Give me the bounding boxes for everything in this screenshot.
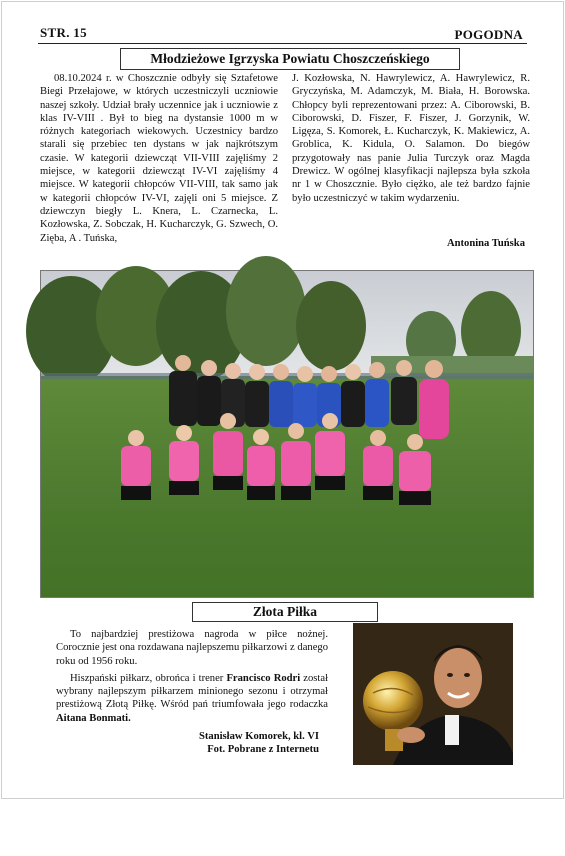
article-2-title: Złota Piłka [192,602,378,622]
player-name: Francisco Rodri [226,672,301,684]
article-column-1: 08.10.2024 r. w Choszcznie odbyły się Sztafetowe Biegi Przełajowe, w których uczestniczyli uczniowie naszej szkoły. Udział brały uczennice jak i uczniowie z klas IV-VIII . Był to bieg na dystansie 1000 m w różnych kategoriach wiekowych. Uczestnicy bardzo starali się przebiec ten dystans w jak najkrótszym czasie. W kategorii dziewcząt VII-VIII zajęliśmy 2 miejsce, w kategorii dziewcząt IV-VI zajęliśmy 4 miejsce. W kategorii chłopców VII-VIII, tak samo jak w kategorii chłopców IV-VI, zajęli oni 5 miejsce. Z dziewczyn biegły L. Knera, L. Czarnecka, L. Kozłowska, Z. Sobczak, H. Kucharczyk, G. Szwech, O. Zięba, A . Tuńska, [40,73,278,244]
magazine-title: POGODNA [454,27,523,42]
article-2-paragraph-1: To najbardziej prestiżowa nagroda w piłce nożnej. Corocznie jest ona rozdawana najlepszemu piłkarzowi z danego roku od 1956 roku. [56,629,328,667]
team-photo-image [41,271,533,597]
article-column-2: J. Kozłowska, N. Hawrylewicz, A. Hawrylewicz, R. Gryczyńska, M. Adamczyk, M. Biała, H. Borowska. Chłopcy byli reprezentowani przez: A. Ciborowski, B. Ciborowski, D. Fiszer, F. Fiszer, J. Gorzynik, W. Ligęza, S. Komorek, Ł. Kucharczyk, K. Makiewicz, A. Groblica, K. Kidula, O. Salamon. Do biegów przygotowały nas panie Julia Turczyk oraz Magda Drewicz. W ogólnej klasyfikacji najlepsza była szkoła nr 1 w Choszcznie. Było ciężko, ale też bardzo fajnie było uczestniczyć w takim wydarzeniu. [292,73,530,204]
magazine-page [1,1,564,852]
article-2-author [199,730,319,756]
photo-credit-line-1: Fot. Z archiwum SP [446,831,525,841]
player-name-2: Aitana Bonmati. [56,712,131,724]
ballon-dor-photo [353,623,513,765]
paragraph-2-text-a: Hiszpański piłkarz, obrońca i trener [70,672,227,684]
article-author: Antonina Tuńska [446,238,525,249]
photo-credit [446,831,525,851]
article-2-body [56,628,328,729]
article-2-paragraph-2 [56,672,328,725]
paragraph-2-text-b: został wybrany najlepszym piłkarzem minionego sezonu i otrzymał prestiżową Złotą Piłkę. Wśród pań triumfowała jego rodaczka [56,672,329,711]
header-divider [38,43,527,44]
page-number: STR. 15 [40,25,87,40]
article-title: Młodzieżowe Igrzyska Powiatu Choszczeńskiego [120,48,460,70]
article-2-photo-source: Fot. Pobrane z Internetu [207,744,319,755]
photo-credit-line-2: w Krzęcinie [478,841,525,851]
photo-caption: Reprezentacja SP w Krzęcinie [206,836,436,856]
ballon-dor-photo-image [353,623,513,765]
article-2-author-name: Stanisław Komorek, kl. VI [199,731,319,742]
